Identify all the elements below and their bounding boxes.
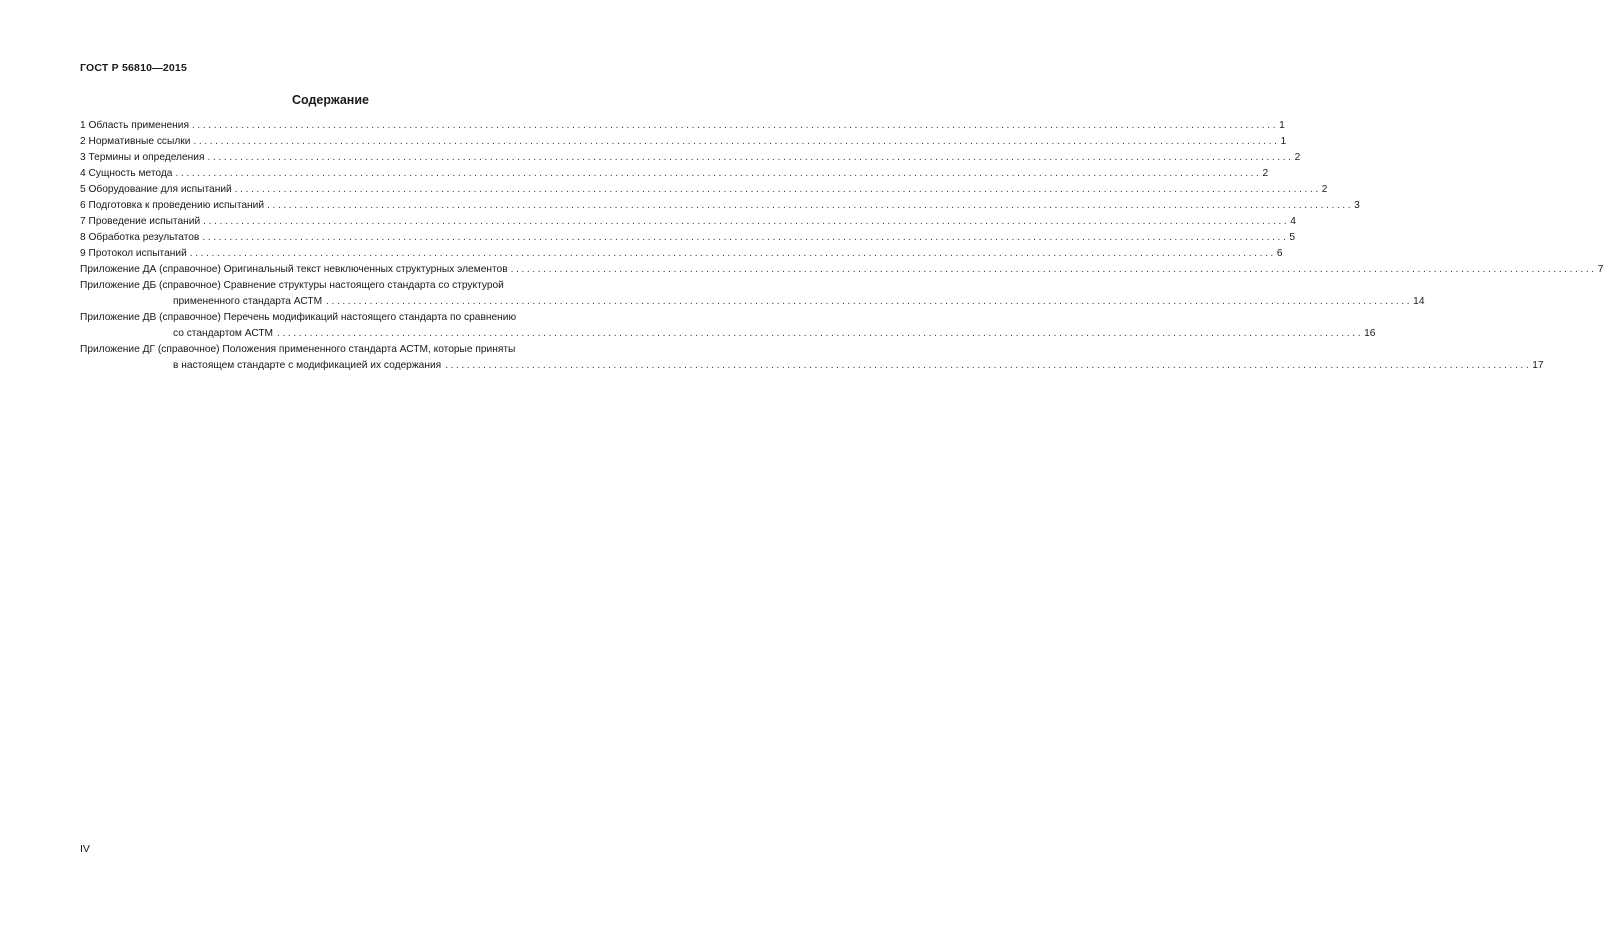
toc-entry-page: 4 [1290, 216, 1296, 227]
toc-entry-page: 2 [1321, 184, 1328, 195]
toc-entry [80, 166, 1269, 182]
appendix-title: Приложение ДБ (справочное) Сравнение структуры настоящего стандарта со структурой [80, 280, 504, 291]
appendix-entry [80, 342, 1544, 374]
appendix-page: 14 [1413, 296, 1425, 307]
toc-entry-page: 1 [1279, 120, 1285, 131]
leader-dots: ........................................................................................................................................................................................................ [445, 360, 1532, 371]
toc-entry-label: 6 Подготовка к проведению испытаний [80, 200, 265, 211]
toc-entry [80, 118, 1285, 134]
appendix-page: 17 [1532, 360, 1544, 371]
toc-entry-label: 5 Оборудование для испытаний [80, 184, 232, 195]
toc-entry-page: 2 [1262, 168, 1269, 179]
page-number: IV [80, 843, 90, 855]
leader-dots: ........................................................................................................................................................................................................ [193, 136, 1280, 147]
leader-dots: ........................................................................................................................................................................................................ [326, 296, 1413, 307]
toc-entry-label: 3 Термины и определения [80, 152, 205, 163]
toc-entry [80, 214, 1296, 230]
leader-dots: ........................................................................................................................................................................................................ [207, 152, 1294, 163]
toc-entry-label: 9 Протокол испытаний [80, 248, 187, 259]
appendix-entry [80, 262, 1603, 278]
toc-entry-page: 3 [1354, 200, 1360, 211]
leader-dots: ........................................................................................................................................................................................................ [267, 200, 1354, 211]
appendix-entry [80, 310, 1376, 342]
toc-entry-label: 7 Проведение испытаний [80, 216, 201, 227]
appendix-title-continuation: примененного стандарта АСТМ [173, 296, 323, 307]
leader-dots: ........................................................................................................................................................................................................ [277, 328, 1364, 339]
leader-dots: ........................................................................................................................................................................................................ [203, 216, 1290, 227]
toc-entry [80, 198, 1360, 214]
toc-entry [80, 134, 1287, 150]
appendix-title-continuation: со стандартом АСТМ [173, 328, 274, 339]
appendix-page: 16 [1364, 328, 1376, 339]
appendix-entry [80, 278, 1425, 310]
toc-entry [80, 230, 1296, 246]
toc-entry-page: 5 [1289, 232, 1296, 243]
toc-entry-label: 1 Область применения [80, 120, 189, 131]
table-of-contents [80, 118, 1603, 374]
appendix-title: Приложение ДГ (справочное) Положения примененного стандарта АСТМ, которые приняты [80, 344, 516, 355]
toc-entry [80, 182, 1328, 198]
leader-dots: ........................................................................................................................................................................................................ [202, 232, 1289, 243]
page-title: Содержание [291, 93, 369, 107]
appendix-title: Приложение ДА (справочное) Оригинальный текст невключенных структурных элементов [80, 264, 508, 275]
leader-dots: ........................................................................................................................................................................................................ [510, 264, 1597, 275]
toc-entry-label: 8 Обработка результатов [80, 232, 200, 243]
appendix-title-continuation: в настоящем стандарте с модификацией их содержания [173, 360, 442, 371]
toc-entry [80, 150, 1301, 166]
leader-dots: ........................................................................................................................................................................................................ [234, 184, 1321, 195]
appendix-page: 7 [1597, 264, 1603, 275]
toc-entry-page: 6 [1276, 248, 1283, 259]
toc-entry-page: 1 [1280, 136, 1287, 147]
leader-dots: ........................................................................................................................................................................................................ [175, 168, 1262, 179]
leader-dots: ........................................................................................................................................................................................................ [189, 248, 1276, 259]
toc-entry-label: 2 Нормативные ссылки [80, 136, 191, 147]
toc-entry [80, 246, 1283, 262]
document-header: ГОСТ Р 56810—2015 [80, 62, 188, 74]
toc-entry-label: 4 Сущность метода [80, 168, 173, 179]
appendix-title: Приложение ДВ (справочное) Перечень модификаций настоящего стандарта по сравнению [80, 312, 517, 323]
toc-entry-page: 2 [1294, 152, 1301, 163]
leader-dots: ........................................................................................................................................................................................................ [191, 120, 1279, 131]
